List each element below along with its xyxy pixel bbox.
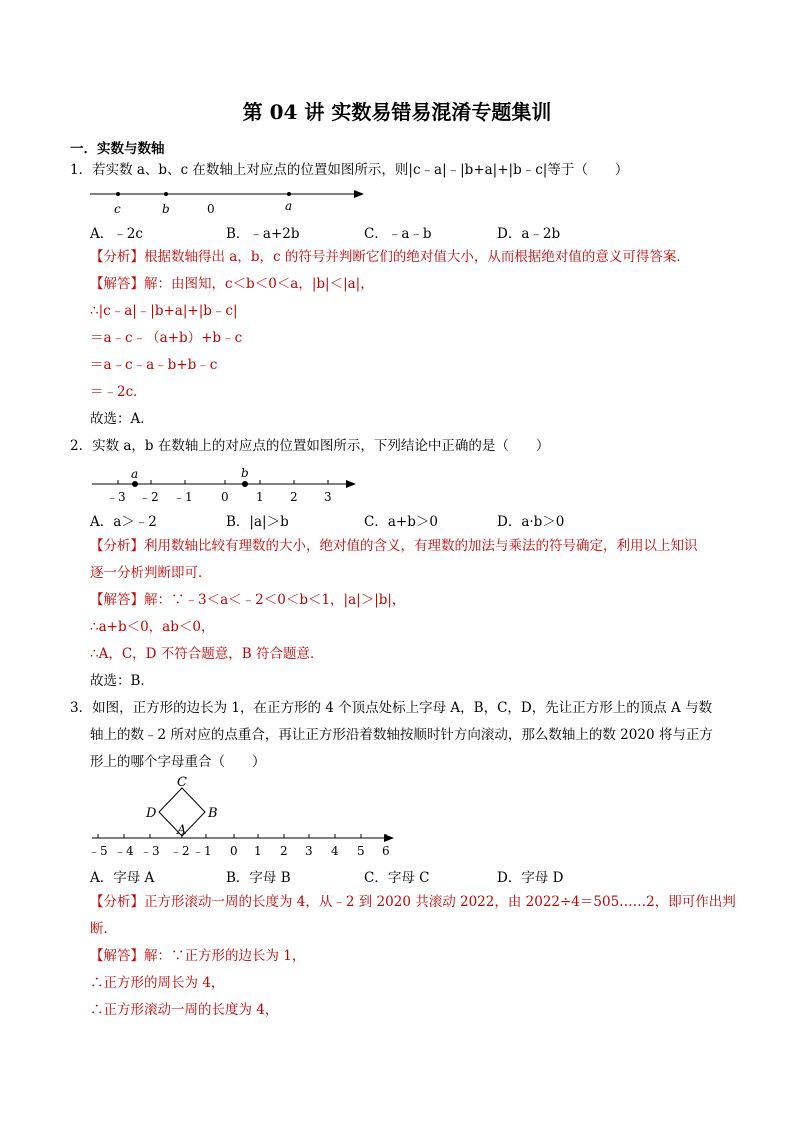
point-b	[164, 192, 168, 196]
q3-analysis: 【分析】正方形滚动一周的长度为 4，从﹣2 到 2020 共滚动 2022，由 2022÷4＝505……2，即可作出判	[90, 894, 736, 910]
page-title: 第 04 讲 实数易错易混淆专题集训	[242, 100, 552, 124]
tick-label: 3	[324, 490, 332, 504]
point-b	[242, 481, 248, 487]
q2-stem: 2．实数 a，b 在数轴上的对应点的位置如图所示，下列结论中正确的是（ ）	[70, 438, 550, 454]
tick-label: 2	[280, 844, 288, 858]
q3-square-figure	[86, 776, 406, 862]
tick-label: ﹣3	[106, 490, 126, 504]
analysis-tag: 【分析】	[90, 894, 144, 910]
q1-step: ＝﹣2c．	[90, 384, 147, 400]
q1-choice: 故选：A．	[90, 411, 154, 427]
answer-tag: 【解答】	[90, 948, 144, 964]
tick-label: 2	[290, 490, 298, 504]
q2-step: ∴a+b＜0，ab＜0，	[90, 619, 215, 635]
q1-analysis: 【分析】根据数轴得出 a，b，c 的符号并判断它们的绝对值大小，从而根据绝对值的意义可得答案．	[90, 249, 690, 265]
q2-step: ∴A，C，D 不符合题意，B 符合题意．	[90, 646, 324, 662]
label-c: c	[114, 202, 121, 216]
analysis-tag: 【分析】	[90, 538, 144, 554]
point-a	[287, 192, 291, 196]
q2-analysis: 【分析】利用数轴比较有理数的大小，绝对值的含义，有理数的加法与乘法的符号确定，利用以上知识	[90, 538, 698, 554]
q2-option-d: D．a·b＞0	[497, 514, 565, 530]
q2-option-c: C．a+b＞0	[364, 514, 438, 530]
point-c	[116, 192, 120, 196]
tick-label: 0	[221, 490, 229, 504]
q2-choice: 故选：B．	[90, 673, 154, 689]
q1-option-b: B．﹣a+2b	[226, 226, 300, 242]
tick-label: ﹣5	[88, 844, 108, 858]
q2-answer: 【解答】解：∵﹣3＜a＜﹣2＜0＜b＜1，|a|＞|b|，	[90, 592, 406, 608]
q1-answer: 【解答】解：由图知，c＜b＜0＜a，|b|＜|a|，	[90, 276, 374, 292]
label-a: a	[285, 199, 293, 213]
q3-stem-cont: 形上的哪个字母重合（ ）	[90, 754, 266, 770]
tick-label: 5	[357, 844, 365, 858]
tick-label: 0	[230, 844, 238, 858]
tick-label: 6	[382, 844, 390, 858]
tick-label: 1	[256, 490, 264, 504]
tick-label: 3	[305, 844, 313, 858]
tick-label: ﹣3	[140, 844, 160, 858]
vertex-d: D	[146, 806, 157, 821]
tick-label: ﹣1	[173, 490, 193, 504]
label-a: a	[131, 467, 139, 481]
q1-option-a: A．﹣2c	[90, 226, 143, 242]
q1-option-c: C．﹣a﹣b	[364, 226, 432, 242]
q2-analysis-cont: 逐一分析判断即可．	[90, 565, 212, 581]
q3-stem: 3．如图，正方形的边长为 1，在正方形的 4 个顶点处标上字母 A，B，C，D，先让正方形上的顶点 A 与数	[70, 700, 713, 716]
q2-option-b: B．|a|＞b	[226, 514, 289, 530]
q3-answer: 【解答】解：∵正方形的边长为 1，	[90, 948, 306, 964]
tick-label: ﹣2	[170, 844, 190, 858]
q3-stem-cont: 轴上的数﹣2 所对应的点重合，再让正方形沿着数轴按顺时针方向滚动，那么数轴上的数 2020 将与正方	[90, 727, 713, 743]
q1-step: ＝a﹣c﹣（a+b）+b﹣c	[90, 330, 243, 346]
vertex-b: B	[208, 806, 218, 821]
point-a	[132, 481, 138, 487]
axis-arrow	[346, 480, 356, 488]
q2-number-line	[88, 460, 368, 504]
answer-tag: 【解答】	[90, 592, 144, 608]
q3-option-d: D．字母 D	[497, 870, 564, 886]
analysis-tag: 【分析】	[90, 249, 144, 265]
label-b: b	[162, 202, 170, 216]
q3-analysis-cont: 断．	[90, 921, 117, 937]
tick-label: ﹣4	[114, 844, 134, 858]
vertex-a: A	[177, 823, 187, 838]
q3-option-a: A．字母 A	[90, 870, 155, 886]
q3-step: ∴正方形滚动一周的长度为 4，	[90, 1002, 279, 1018]
q3-step: ∴正方形的周长为 4，	[90, 975, 225, 991]
section-heading: 一．实数与数轴	[70, 141, 165, 157]
answer-tag: 【解答】	[90, 276, 144, 292]
q1-option-d: D．a﹣2b	[497, 226, 561, 242]
tick-label: 1	[254, 844, 262, 858]
q1-step: ＝a﹣c﹣a﹣b+b﹣c	[90, 357, 218, 373]
q3-option-c: C．字母 C	[364, 870, 430, 886]
label-zero: 0	[207, 202, 215, 216]
tick-label: ﹣2	[139, 490, 159, 504]
q1-stem: 1．若实数 a、b、c 在数轴上对应点的位置如图所示，则|c﹣a|﹣|b+a|+|b﹣c|等于（ ）	[70, 162, 629, 178]
q1-number-line	[86, 183, 376, 217]
axis-arrow	[354, 190, 364, 198]
q3-option-b: B．字母 B	[226, 870, 291, 886]
tick-label: 4	[331, 844, 339, 858]
label-b: b	[241, 466, 249, 480]
q1-step: ∴|c﹣a|﹣|b+a|+|b﹣c|	[90, 303, 238, 319]
tick-label: ﹣1	[192, 844, 212, 858]
q2-option-a: A．a＞﹣2	[90, 514, 157, 530]
vertex-c: C	[177, 776, 187, 790]
